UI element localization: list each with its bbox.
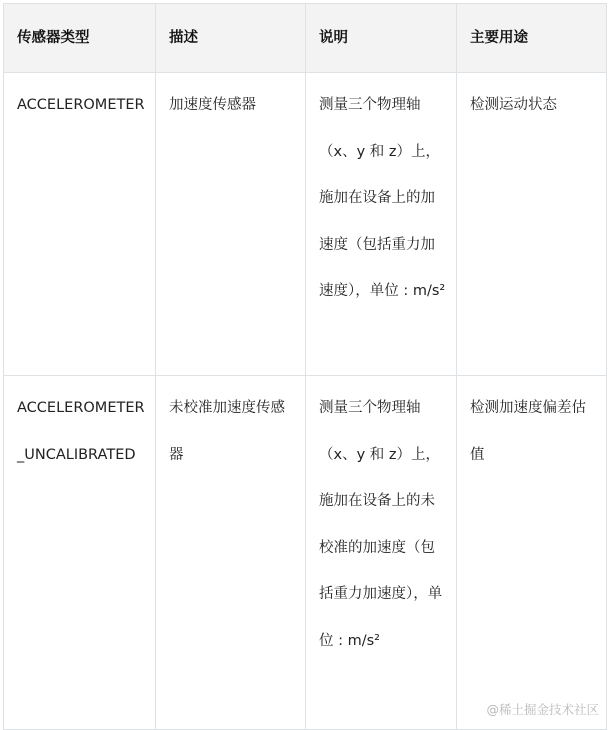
header-usage: 主要用途	[457, 4, 607, 73]
cell-usage: 检测加速度偏差估值	[457, 376, 607, 730]
cell-explanation: 测量三个物理轴（x、y 和 z）上，施加在设备上的未校准的加速度（包括重力加速度），单位 : m/s²	[306, 376, 457, 730]
table-header-row	[4, 4, 607, 73]
header-sensor-type: 传感器类型	[4, 4, 156, 73]
cell-description: 未校准加速度传感器	[156, 376, 306, 730]
watermark: @稀土掘金技术社区	[486, 702, 599, 717]
table-row	[4, 376, 607, 730]
cell-description: 加速度传感器	[156, 73, 306, 376]
header-description: 描述	[156, 4, 306, 73]
cell-usage: 检测运动状态	[457, 73, 607, 376]
sensor-table	[3, 3, 607, 730]
table-row	[4, 73, 607, 376]
sensor-table-container	[3, 3, 606, 730]
header-explanation: 说明	[306, 4, 457, 73]
cell-sensor-type: ACCELEROMETER_UNCALIBRATED	[4, 376, 156, 730]
cell-sensor-type: ACCELEROMETER	[4, 73, 156, 376]
cell-explanation: 测量三个物理轴（x、y 和 z）上，施加在设备上的加速度（包括重力加速度），单位 : m/s²	[306, 73, 457, 376]
